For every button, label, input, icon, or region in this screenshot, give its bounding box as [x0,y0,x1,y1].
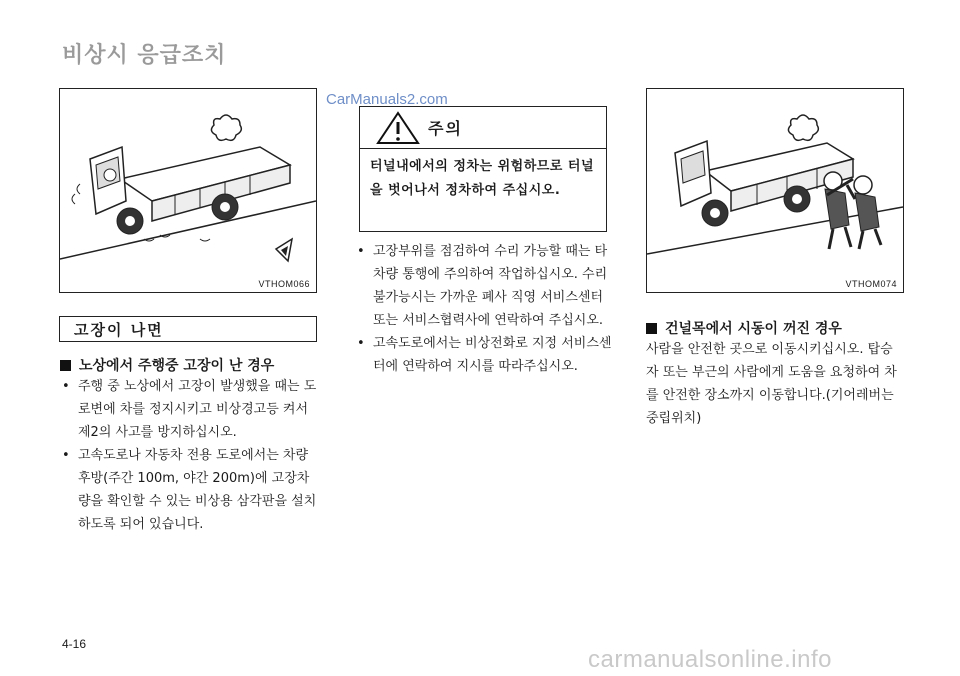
figure-label: VTHOM074 [845,279,897,289]
page-number: 4-16 [62,637,87,651]
section-title: 비상시 응급조치 [62,43,227,68]
watermark-top: CarManuals2.com [326,91,448,108]
heading-left [60,355,274,375]
subheading: 고장이 나면 [74,321,164,339]
heading-text: 노상에서 주행중 고장이 난 경우 [79,358,275,374]
figure-right [646,88,904,293]
caution-header [360,107,606,149]
list-item: • 고속도로나 자동차 전용 도로에서는 차량 후방(주간 100m, 야간 200m)에 고장차량을 확인할 수 있는 비상용 삼각판을 설치하도록 되어 있습니다. [58,444,318,536]
caution-text: 터널내에서의 정차는 위험하므로 터널을 벗어나서 정차하여 주십시오. [370,159,595,198]
heading-text: 건널목에서 시동이 꺼진 경우 [665,321,842,337]
watermark-bottom: carmanualsonline.info [588,646,832,673]
list-item: • 주행 중 노상에서 고장이 발생했을 때는 도로변에 차를 정지시키고 비상경고등 켜서 제2의 사고를 방지하십시오. [58,375,318,444]
bullet-list-middle [353,240,615,378]
warning-triangle-icon [376,111,420,145]
truck-illustration [60,89,316,292]
bullet-list-left [58,375,318,536]
figure-label: VTHOM066 [258,279,310,289]
list-item: • 고장부위를 점검하여 수리 가능할 때는 타차량 통행에 주의하여 작업하십시오. 수리 불가능시는 가까운 폐사 직영 서비스센터 또는 서비스협력사에 연락하여 주십시오. [353,240,615,332]
square-bullet-icon [646,323,657,334]
caution-box [359,106,607,232]
list-item: • 고속도로에서는 비상전화로 지정 서비스센터에 연락하여 지시를 따라주십시오. [353,332,615,378]
caution-title: 주의 [428,119,463,138]
square-bullet-icon [60,360,71,371]
heading-right [646,318,842,338]
paragraph-right: 사람을 안전한 곳으로 이동시키십시오. 탑승자 또는 부근의 사람에게 도움을 요청하여 차를 안전한 장소까지 이동합니다.(기어레버는 중립위치) [646,342,897,426]
subheading-box [59,316,317,342]
figure-left [59,88,317,293]
pushing-truck-illustration [647,89,903,292]
